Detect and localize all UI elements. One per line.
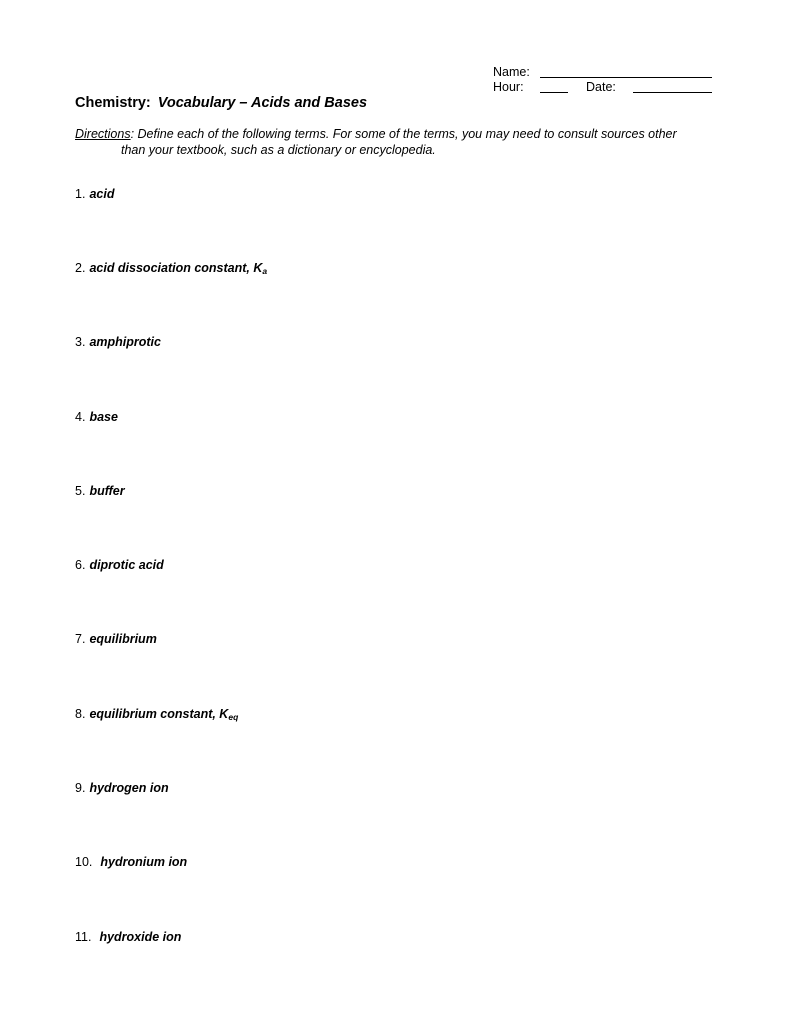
term-word: hydronium ion [100,855,188,869]
term-number: 3. [75,335,86,349]
directions [75,127,725,158]
term-item [75,261,267,276]
title-subject: Chemistry: [75,95,151,111]
page-title [75,95,367,111]
term-item [75,335,161,349]
term-word: base [89,410,118,424]
term-subscript: a [262,266,268,276]
term-item [75,781,169,795]
term-item [75,632,157,646]
directions-text-line2: than your textbook, such as a dictionary or encyclopedia. [121,142,436,157]
term-subscript: eq [228,712,239,722]
term-word: amphiprotic [89,335,161,349]
term-number: 11. [75,930,92,944]
directions-text-line1: : Define each of the following terms. For some of the terms, you may need to consult sources other [130,127,677,141]
term-number: 7. [75,632,86,646]
name-field[interactable] [540,65,712,78]
term-number: 1. [75,187,86,201]
term-item [75,187,114,201]
directions-label: Directions [75,127,131,141]
term-item [75,558,164,572]
term-item [75,707,238,722]
term-number: 2. [75,261,86,275]
name-label: Name: [493,65,530,79]
term-word: equilibrium [89,632,157,646]
term-item [75,484,125,498]
term-number: 5. [75,484,86,498]
date-label: Date: [586,80,616,94]
term-number: 10. [75,855,93,869]
hour-field[interactable] [540,80,568,93]
term-word: equilibrium constant, K [89,707,229,721]
term-word: acid [89,187,115,201]
title-topic: Vocabulary – Acids and Bases [157,95,368,111]
term-number: 6. [75,558,86,572]
term-number: 4. [75,410,86,424]
term-number: 9. [75,781,86,795]
term-number: 8. [75,707,86,721]
term-item [75,855,187,869]
term-word: acid dissociation constant, K [89,261,263,275]
term-word: hydrogen ion [89,781,169,795]
term-item [75,410,118,424]
term-word: hydroxide ion [99,930,182,944]
term-word: buffer [89,484,125,498]
hour-label: Hour: [493,80,524,94]
term-item [75,930,181,944]
term-word: diprotic acid [89,558,164,572]
date-field[interactable] [633,80,712,93]
